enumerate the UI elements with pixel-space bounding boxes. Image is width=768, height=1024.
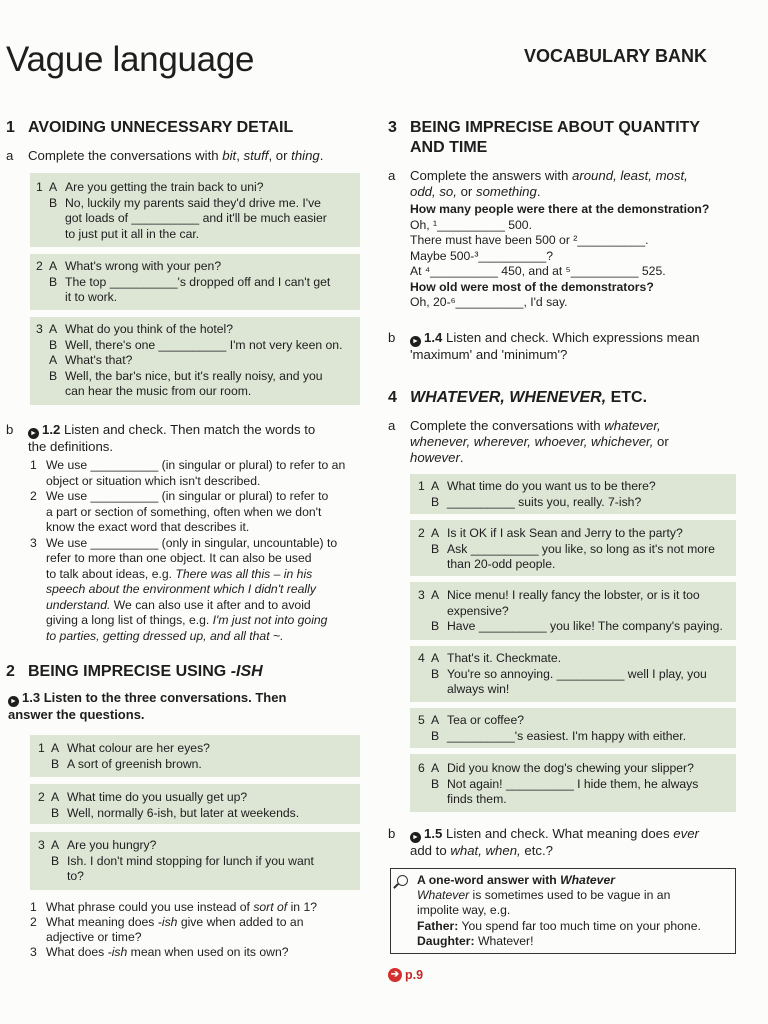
section-3a-instruction: a Complete the answers with around, least, most, odd, so, or something. [388, 168, 688, 199]
audio-icon[interactable]: ► [28, 428, 39, 439]
dialogue-1-2: 2 A What's wrong with your pen? B The top __________'s dropped off and I can't get it to work. [36, 259, 331, 304]
section-1b-instruction: b ► 1.2 Listen and check. Then match the words to the definitions. [6, 422, 316, 454]
audio-icon[interactable]: ► [410, 832, 421, 843]
section-2-questions: 1 What phrase could you use instead of sort of in 1? 2 What meaning does -ish give when added to an adjective or time? 3 What does -ish mean when used on its own? [30, 900, 318, 959]
definitions-list: 1 We use __________ (in singular or plural) to refer to an object or situation which isn't described. 2 We use __________ (in singular or plural) to refer to a part or section of something, often when we don't know the exact word that describes it. 3 We use __________ (only in singular, uncountable) to refer to more than one object. It can also be used to talk about ideas, e.g. There was all this – in his speech about the environment which I didn't really understand. We can also use it after and to avoid giving a long list of things, e.g. I'm just not into going to parties, getting dressed up, and all that ~. [30, 458, 364, 644]
dialogue-4-3: 3 A Nice menu! I really fancy the lobster, or is it too expensive? B Have __________ you like! The company's paying. [418, 588, 723, 633]
section-1a-instruction: a Complete the conversations with bit, stuff, or thing. [6, 148, 324, 163]
dialogue-2-1: 1 A What colour are her eyes? B A sort of greenish brown. [38, 741, 210, 771]
dialogue-4-6: 6 A Did you know the dog's chewing your slipper? B Not again! __________ I hide them, he always finds them. [418, 761, 699, 806]
section-3-heading: 3 BEING IMPRECISE ABOUT QUANTITY AND TIME [388, 119, 701, 156]
definition-2: 2 We use __________ (in singular or plural) to refer to [30, 489, 329, 503]
section-4-heading: 4 WHATEVER, WHENEVER, ETC. [388, 389, 648, 406]
section-3b-instruction: b ► 1.4 Listen and check. Which expressions mean 'maximum' and 'minimum'? [388, 330, 700, 362]
dialogue-4-4: 4 A That's it. Checkmate. B You're so annoying. __________ well I play, you always win! [418, 651, 707, 696]
audio-icon[interactable]: ► [8, 696, 19, 707]
dialogue-2-3: 3 A Are you hungry? B Ish. I don't mind stopping for lunch if you want to? [38, 838, 314, 883]
dialogue-4-1: 1 A What time do you want us to be there? B __________ suits you, really. 7-ish? [418, 479, 656, 509]
arrow-left-icon: ➔ [388, 968, 402, 982]
section-4a-instruction: a Complete the conversations with whatever, whenever, wherever, whoever, whichever, or however. [388, 418, 669, 465]
dialogue-4-5: 5 A Tea or coffee? B __________'s easiest. I'm happy with either. [418, 713, 687, 743]
section-4b-instruction: b ► 1.5 Listen and check. What meaning does ever add to what, when, etc.? [388, 826, 699, 858]
section-3-exercise: How many people were there at the demonstration? Oh, ¹__________ 500. There must have been 500 or ²__________. Maybe 500-³__________? At ⁴__________ 450, and at ⁵__________ 525. How old were most of the demonstrators? Oh, 20-⁶__________, I'd say. [410, 202, 710, 309]
page-title: Vague language [6, 40, 255, 79]
dialogue-2-2: 2 A What time do you usually get up? B Well, normally 6-ish, but later at weekends. [38, 790, 300, 820]
page-reference-link[interactable]: ➔ p.9 [388, 968, 423, 982]
dialogue-4-2: 2 A Is it OK if I ask Sean and Jerry to the party? B Ask __________ you like, so long as it's not more than 20-odd people. [418, 526, 715, 571]
dialogue-1-3: 3 A What do you think of the hotel? B Well, there's one __________ I'm not very keen on. A What's that? B Well, the bar's nice, but it's really noisy, and you can hear the music from our room. [36, 322, 343, 398]
vocabulary-bank-label: VOCABULARY BANK [524, 46, 708, 66]
dialogue-1-1: 1 A Are you getting the train back to uni? B No, luckily my parents said they'd drive me. I've got loads of __________ and it'll be much easier to just put it all in the car. [36, 180, 327, 241]
tip-box: A one-word answer with Whatever Whatever is sometimes used to be vague in an impolite way, e.g. Father: You spend far too much time on your phone. Daughter: Whatever! [390, 868, 736, 954]
definition-3: 3 We use __________ (only in singular, uncountable) to [30, 535, 338, 550]
section-2-heading: 2 BEING IMPRECISE USING -ISH [6, 663, 263, 680]
definition-1: 1 We use __________ (in singular or plural) to refer to an [30, 458, 346, 472]
section-1-heading: 1 AVOIDING UNNECESSARY DETAIL [6, 119, 294, 136]
magnifier-icon [397, 875, 408, 886]
section-2-instruction: ► 1.3 Listen to the three conversations. Then answer the questions. [8, 690, 287, 722]
audio-icon[interactable]: ► [410, 336, 421, 347]
